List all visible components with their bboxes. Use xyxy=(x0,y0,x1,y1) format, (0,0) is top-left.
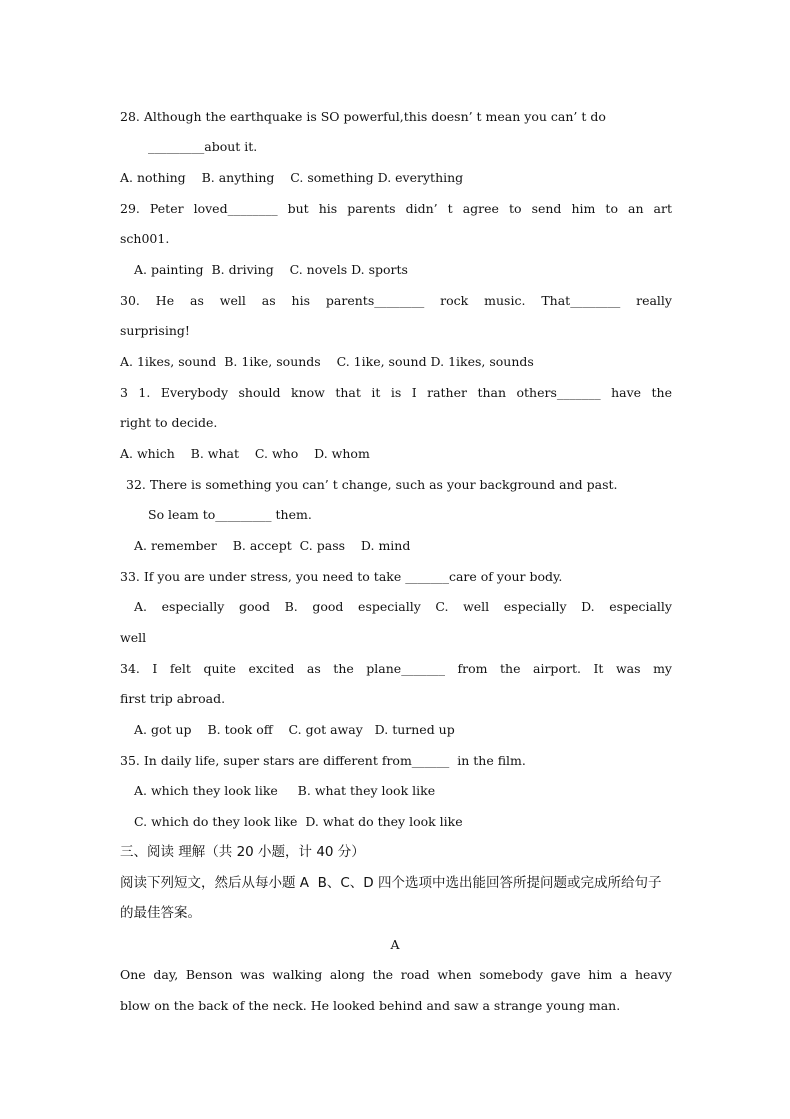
q33-options-cont: well xyxy=(120,630,147,645)
q31-stem-cont: right to decide. xyxy=(120,415,218,430)
instruction-line-1: 阅读下列短文，然后从每小题 A B、C、D 四个选项中选出能回答所提问题或完成所给句子 xyxy=(120,875,662,891)
instruction-line-2: 的最佳答案。 xyxy=(120,905,201,921)
q30-options: A. 1ikes, sound B. 1ike, sounds C. 1ike, sound D. 1ikes, sounds xyxy=(120,354,534,369)
q34-options: A. got up B. took off C. got away D. turned up xyxy=(134,722,455,737)
q35-stem: 35. In daily life, super stars are different from______ in the film. xyxy=(120,753,526,768)
q29-stem-cont: sch001. xyxy=(120,231,170,246)
q30-stem: 30. He as well as his parents________ rock music. That________ really xyxy=(120,293,672,308)
q31-stem: 3 1. Everybody should know that it is I rather than others_______ have the xyxy=(120,385,672,400)
q34-stem-cont: first trip abroad. xyxy=(120,691,226,706)
q28-stem-cont: _________about it. xyxy=(148,139,258,154)
passage-label: A xyxy=(390,937,400,952)
q32-stem: 32. There is something you can’ t change, such as your background and past. xyxy=(126,477,618,492)
q29-stem: 29. Peter loved________ but his parents didn’ t agree to send him to an art xyxy=(120,201,672,216)
q28-stem: 28. Although the earthquake is SO powerful,this doesn’ t mean you can’ t do xyxy=(120,109,606,124)
section-title: 三、阅读 理解（共 20 小题，计 40 分） xyxy=(120,844,365,860)
q32-options: A. remember B. accept C. pass D. mind xyxy=(134,538,411,553)
q31-options: A. which B. what C. who D. whom xyxy=(120,446,370,461)
q32-stem-cont: So leam to_________ them. xyxy=(148,507,312,522)
q35-options-row2: C. which do they look like D. what do they look like xyxy=(134,814,463,829)
q28-options: A. nothing B. anything C. something D. everything xyxy=(120,170,464,185)
q35-options-row1: A. which they look like B. what they look like xyxy=(134,783,436,798)
q30-stem-cont: surprising! xyxy=(120,323,190,338)
q33-options: A. especially good B. good especially C. well especially D. especially xyxy=(134,599,672,614)
q33-stem: 33. If you are under stress, you need to take _______care of your body. xyxy=(120,569,563,584)
passage-line-1: One day, Benson was walking along the road when somebody gave him a heavy xyxy=(120,967,672,982)
q29-options: A. painting B. driving C. novels D. sports xyxy=(134,262,408,277)
q34-stem: 34. I felt quite excited as the plane_______ from the airport. It was my xyxy=(120,661,672,676)
passage-line-2: blow on the back of the neck. He looked behind and saw a strange young man. xyxy=(120,998,621,1013)
